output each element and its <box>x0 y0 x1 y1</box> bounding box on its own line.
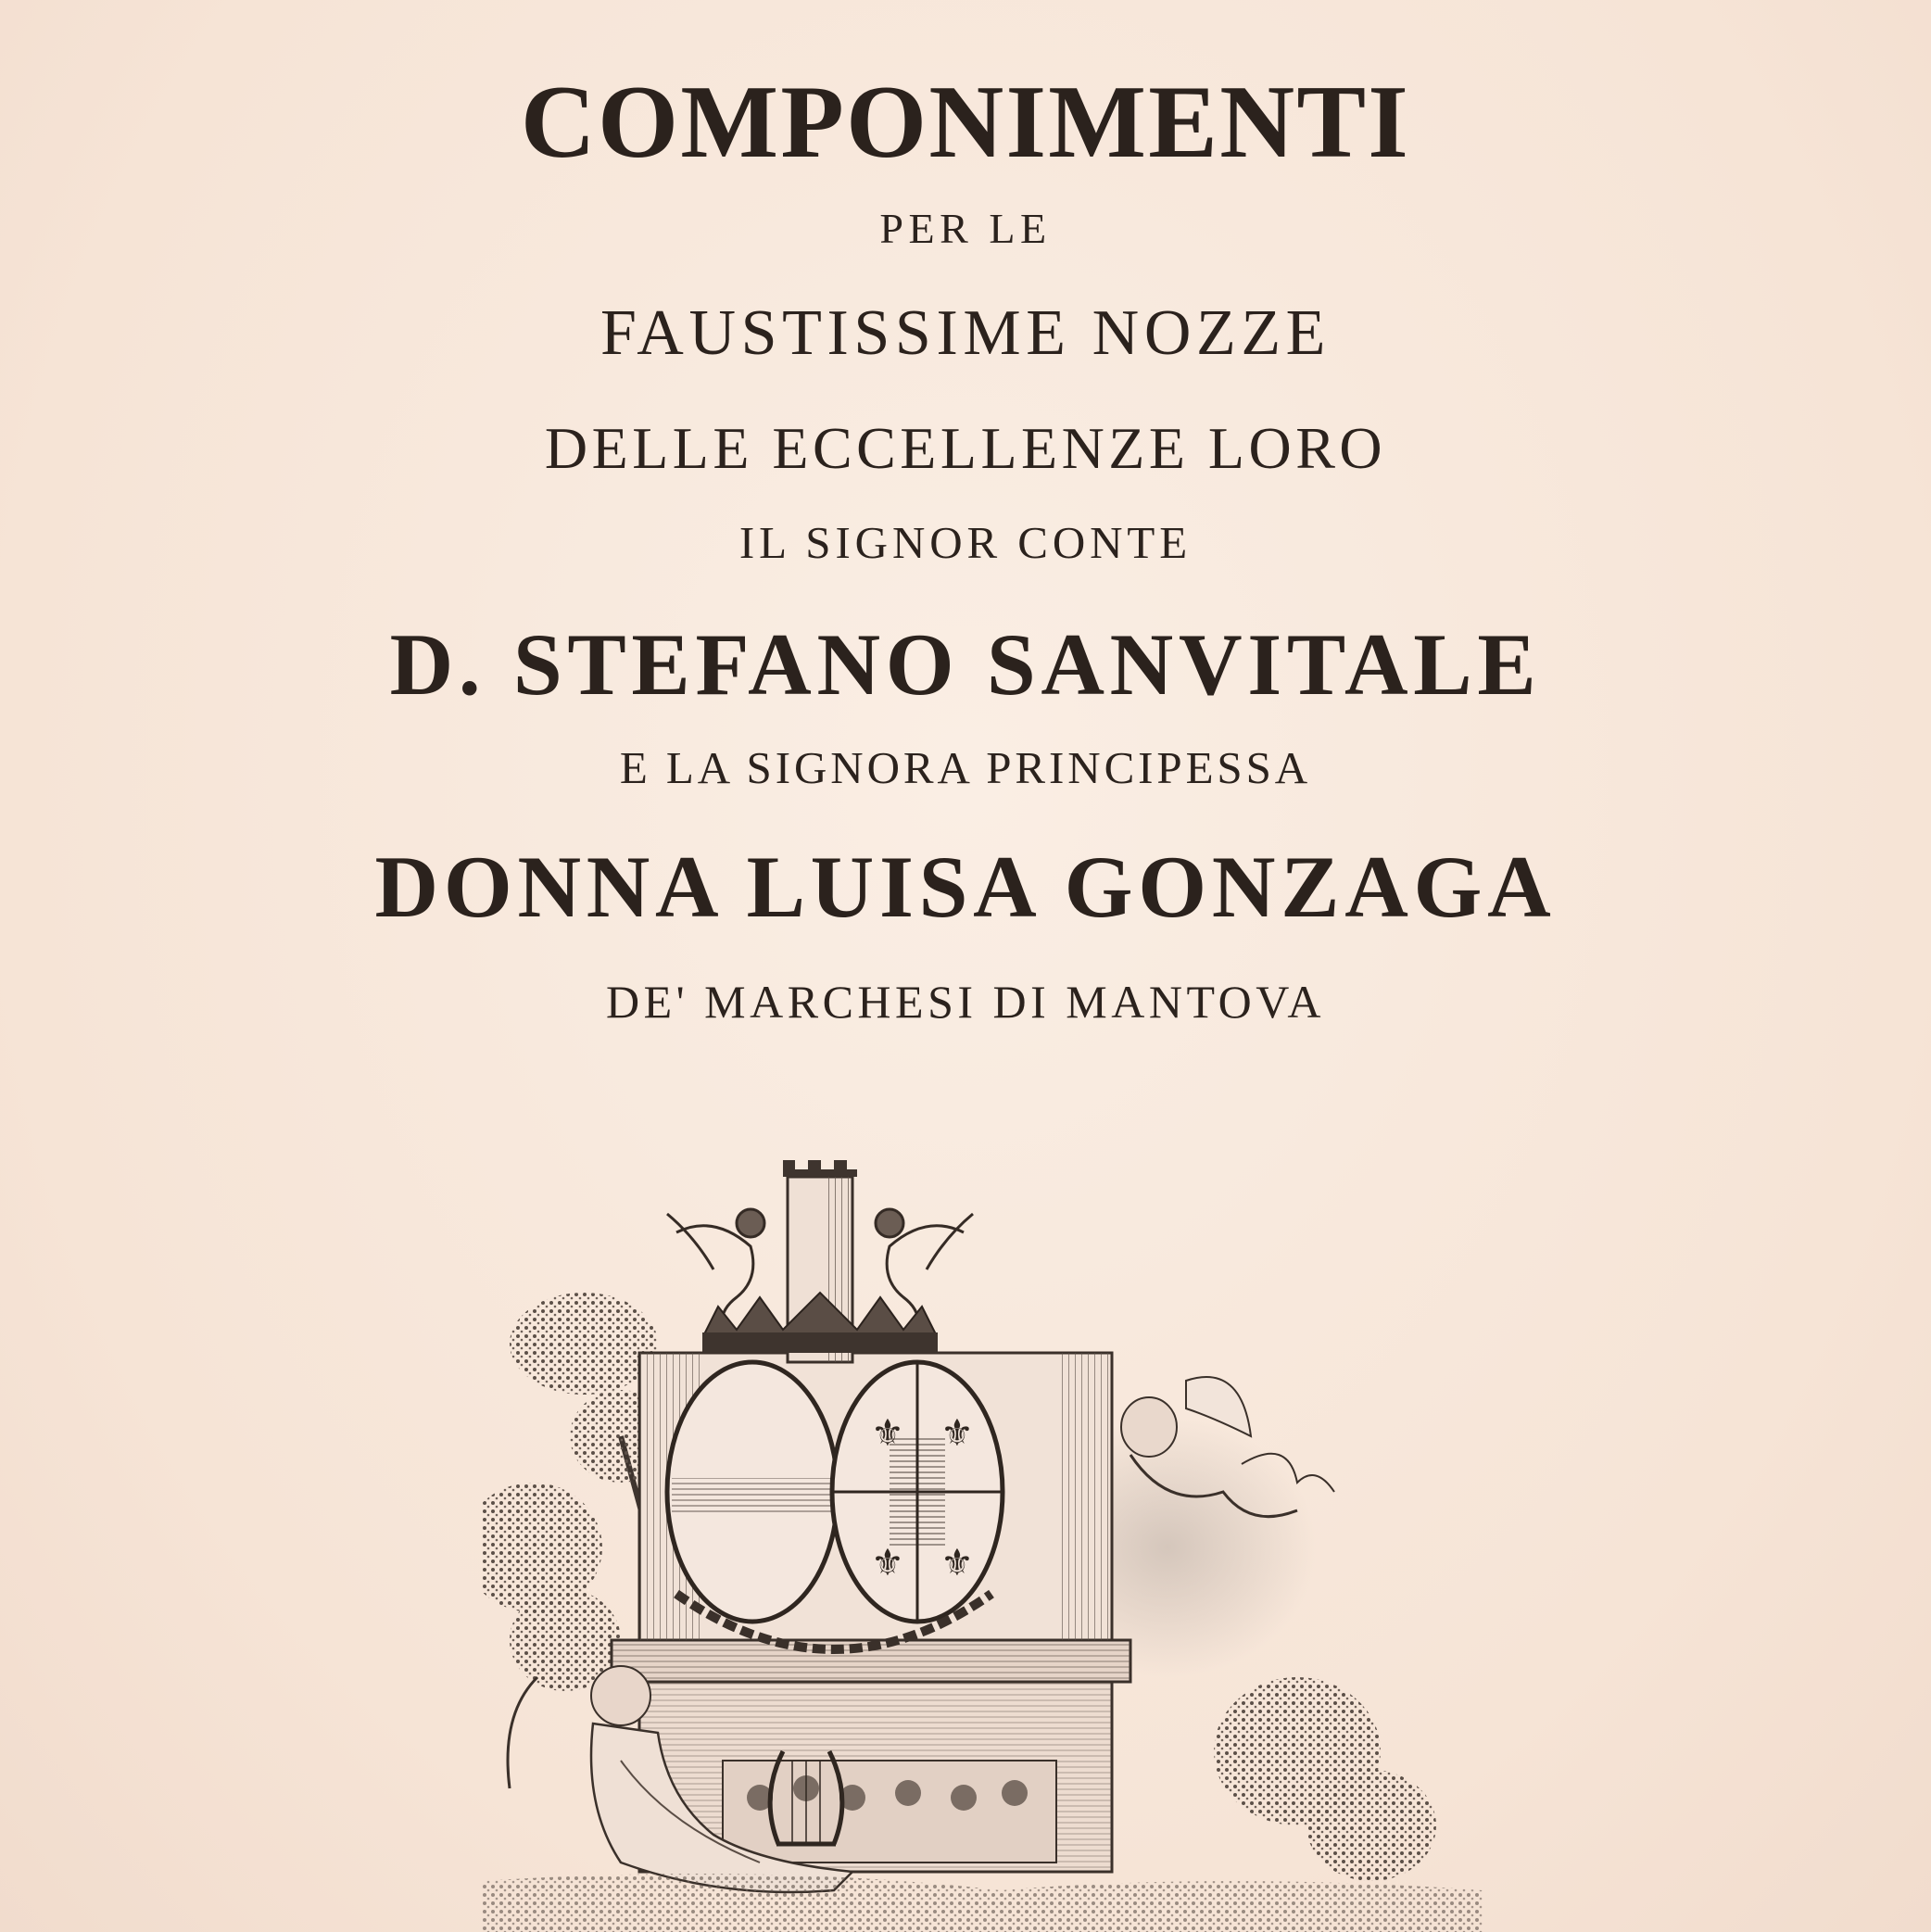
svg-text:⚜: ⚜ <box>940 1412 974 1455</box>
column-crenellation <box>783 1160 857 1177</box>
coat-of-arms-right <box>832 1362 1003 1622</box>
engraved-vignette-illustration <box>482 1158 1483 1932</box>
subtitle-line-nozze: FAUSTISSIME NOZZE <box>599 297 1332 369</box>
groom-name: D. STEFANO SANVITALE <box>389 615 1542 713</box>
ground-foliage <box>482 1874 1483 1932</box>
subtitle-line-mantova: DE' MARCHESI DI MANTOVA <box>606 976 1325 1028</box>
svg-text:⚜: ⚜ <box>940 1542 974 1585</box>
tree-right <box>1214 1677 1436 1881</box>
crown-icon <box>702 1293 938 1353</box>
bride-name: DONNA LUISA GONZAGA <box>374 838 1557 936</box>
book-title: COMPONIMENTI <box>520 65 1411 180</box>
svg-text:⚜: ⚜ <box>871 1542 904 1585</box>
subtitle-line-conte: IL SIGNOR CONTE <box>738 517 1193 568</box>
subtitle-line-per-le: PER LE <box>879 205 1052 252</box>
coat-of-arms-left <box>667 1362 838 1622</box>
subtitle-line-principessa: E LA SIGNORA PRINCIPESSA <box>619 742 1312 793</box>
svg-text:⚜: ⚜ <box>871 1412 904 1455</box>
subtitle-line-eccellenze: DELLE ECCELLENZE LORO <box>544 415 1387 481</box>
